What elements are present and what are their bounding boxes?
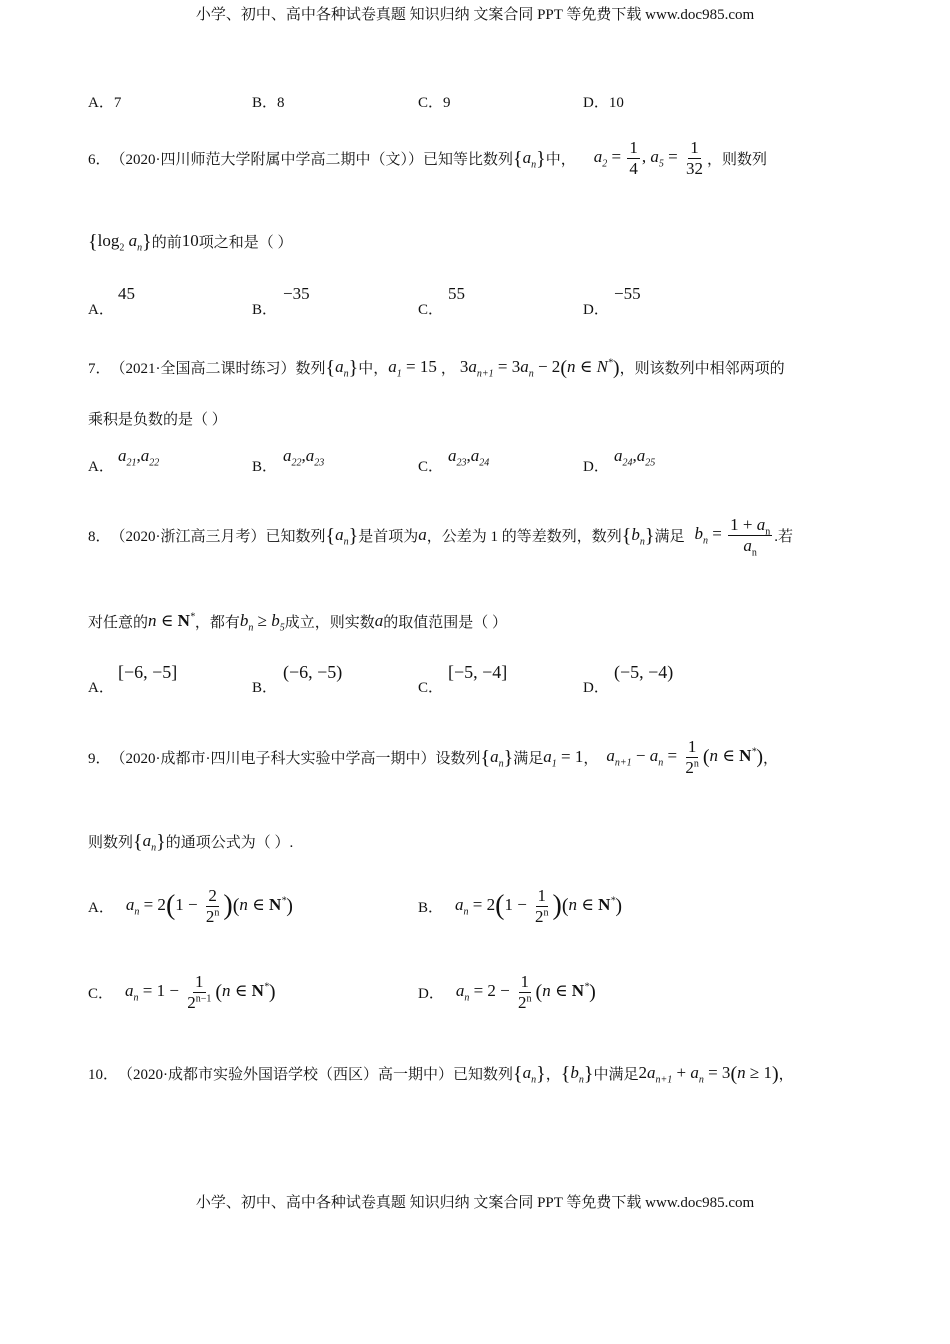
q7-number: 7． bbox=[88, 360, 111, 377]
page-header: 小学、初中、高中各种试卷真题 知识归纳 文案合同 PPT 等免费下载 www.doc985.com bbox=[195, 7, 755, 23]
q9-stem-part2: 满足 bbox=[513, 750, 544, 767]
q8-label-a: A． bbox=[88, 680, 114, 696]
q7-option-c: $a_{23},a_{24}$ bbox=[448, 446, 490, 469]
q7-seq-an: $\{a_n\}$ bbox=[325, 357, 359, 380]
q8-source: （2020·浙江高三月考） bbox=[110, 528, 266, 545]
q10-stem-part3: 中满足 bbox=[593, 1066, 639, 1083]
q10-stem-part4: ， bbox=[778, 1066, 794, 1083]
q8-stem-part6: 对任意的 bbox=[88, 614, 149, 631]
q9-stem-part6: 的通项公式为（ ）. bbox=[165, 834, 294, 851]
q8-option-a: [−6, −5] bbox=[118, 662, 178, 682]
q5-option-d: D．10 bbox=[583, 95, 624, 111]
q8-stem-line1 bbox=[88, 505, 793, 565]
q8-var-a2: a bbox=[374, 611, 384, 630]
q9-label-a: A． bbox=[88, 899, 114, 916]
q9-row-b bbox=[418, 876, 622, 936]
q6-stem-part4: 的前 bbox=[151, 234, 182, 251]
q9-option-a: $a_n = 2(1$ − $\frac{2}{2^n}$ )(n ∈ N*) bbox=[125, 885, 293, 926]
q6-label-b: B． bbox=[252, 302, 278, 318]
q6-seq-log: {$\log_2$ $a_n$} bbox=[88, 231, 152, 254]
q6-stem-part3: ，则数列 bbox=[706, 151, 767, 168]
q6-given-terms: $a_2$ = $\frac{1}{4}$ , $a_5$ = $\frac{1}{32}$ bbox=[593, 137, 703, 178]
q9-stem-part4: ， bbox=[763, 750, 779, 767]
q7-source: （2021·全国高二课时练习） bbox=[110, 360, 296, 377]
q8-stem-line2 bbox=[88, 606, 507, 636]
q10-stem-line1 bbox=[88, 1056, 794, 1090]
q9-label-d: D． bbox=[418, 985, 444, 1002]
q9-a1: $a_1 = 1$ bbox=[543, 747, 584, 770]
q9-row-c bbox=[88, 962, 276, 1022]
q8-option-b: (−6, −5) bbox=[283, 662, 343, 682]
q7-recurrence: $3a_{n+1} = 3a_n - 2(n$ ∈ N*) bbox=[459, 357, 620, 380]
q9-option-d: $a_n = 2$ − $\frac{1}{2^n}$ (n ∈ N*) bbox=[455, 971, 596, 1012]
q9-label-b: B． bbox=[418, 899, 444, 916]
q6-option-b: −35 bbox=[283, 284, 310, 303]
q6-option-d: −55 bbox=[614, 284, 641, 303]
q10-seq-bn: $\{b_n\}$ bbox=[560, 1063, 594, 1086]
q8-inequality: $b_n \ge b_5$ bbox=[239, 611, 285, 634]
q8-option-d: (−5, −4) bbox=[614, 662, 674, 682]
q9-option-b: $a_n = 2(1$ − $\frac{1}{2^n}$ )(n ∈ N*) bbox=[455, 885, 623, 926]
q9-source: （2020·成都市·四川电子科大实验中学高一期中） bbox=[110, 750, 436, 767]
q8-seq-bn: $\{b_n\}$ bbox=[621, 525, 655, 548]
q8-stem-part7: ，都有 bbox=[194, 614, 240, 631]
q9-stem-line1 bbox=[88, 727, 778, 787]
q8-stem-part5: .若 bbox=[774, 528, 793, 545]
q9-seq-an2: $\{a_n\}$ bbox=[133, 831, 166, 854]
q8-var-a: a bbox=[418, 525, 427, 544]
q6-label-a: A． bbox=[88, 302, 114, 318]
q9-stem-part5: 则数列 bbox=[88, 834, 134, 851]
q6-stem-part1: 已知等比数列 bbox=[423, 151, 514, 168]
q6-stem-part5: 项之和是（ ） bbox=[198, 234, 293, 251]
q8-label-c: C． bbox=[418, 680, 444, 696]
q9-seq-an: $\{a_n\}$ bbox=[480, 747, 514, 770]
q7-label-a: A． bbox=[88, 459, 114, 475]
q6-seq-an: $\{a_n\}$ bbox=[513, 148, 546, 171]
q8-stem-part2: 是首项为 bbox=[358, 528, 419, 545]
q7-stem-part2: 中， bbox=[358, 360, 389, 377]
q6-stem-line1 bbox=[88, 128, 767, 188]
q9-recurrence: $a_{n+1} - a_n$ = $\frac{1}{2^n}$ (n ∈ N*) bbox=[606, 736, 764, 777]
q10-stem-part2: ， bbox=[545, 1066, 561, 1083]
q9-option-c: $a_n = 1$ − $\frac{1}{2^{n-1}}$ (n ∈ N*) bbox=[125, 971, 276, 1012]
q8-n-in-n: n ∈ N* bbox=[148, 611, 195, 630]
q8-stem-part4: 满足 bbox=[654, 528, 685, 545]
q5-option-c: C．9 bbox=[418, 95, 451, 111]
q8-label-d: D． bbox=[583, 680, 609, 696]
q9-row-d bbox=[418, 962, 596, 1022]
q8-stem-part9: 的取值范围是（ ） bbox=[383, 614, 508, 631]
q9-stem-part3: ， bbox=[583, 750, 599, 767]
q9-number: 9． bbox=[88, 750, 111, 767]
q6-option-c: 55 bbox=[448, 284, 465, 303]
q5-option-a: A．7 bbox=[88, 95, 122, 111]
q6-stem-part2: 中， bbox=[545, 151, 576, 168]
q8-option-c: [−5, −4] bbox=[448, 662, 508, 682]
q7-stem-line1: 7． （2021·全国高二课时练习） 数列 $\{a_n\}$ 中， $a_1 = 15$ ， $3a_{n+1} = 3a_n - 2(n$ ∈ N*) ，则该数列中相邻两项的 bbox=[88, 357, 785, 380]
q6-ten: 10 bbox=[181, 231, 199, 250]
q7-a1: $a_1 = 15$ bbox=[388, 357, 437, 380]
q8-number: 8． bbox=[88, 528, 111, 545]
q5-option-b: B．8 bbox=[252, 95, 285, 111]
q8-stem-part3: ，公差为 1 的等差数列，数列 bbox=[426, 528, 622, 545]
q10-stem-part1: 已知数列 bbox=[453, 1066, 514, 1083]
q6-source: （2020·四川师范大学附属中学高二期中（文）） bbox=[110, 151, 424, 168]
q6-option-a: 45 bbox=[118, 284, 135, 303]
q7-label-c: C． bbox=[418, 459, 444, 475]
q10-recurrence: $2a_{n+1} + a_n = 3(n \ge 1)$ bbox=[638, 1063, 779, 1086]
q7-stem-part3: ，则该数列中相邻两项的 bbox=[619, 360, 785, 377]
q10-source: （2020·成都市实验外国语学校（西区）高一期中） bbox=[118, 1066, 454, 1083]
q9-stem-line2 bbox=[88, 823, 293, 859]
q7-option-d: $a_{24},a_{25}$ bbox=[614, 446, 656, 469]
q7-stem-part4: 乘积是负数的是（ ） bbox=[88, 412, 227, 428]
q9-row-ab bbox=[88, 876, 293, 936]
page-footer: 小学、初中、高中各种试卷真题 知识归纳 文案合同 PPT 等免费下载 www.doc985.com bbox=[195, 1195, 755, 1211]
q7-label-b: B． bbox=[252, 459, 278, 475]
q10-seq-an: $\{a_n\}$ bbox=[513, 1063, 546, 1086]
q8-label-b: B． bbox=[252, 680, 278, 696]
q6-number: 6． bbox=[88, 151, 111, 168]
q7-label-d: D． bbox=[583, 459, 609, 475]
q6-stem-line2 bbox=[88, 226, 292, 256]
q8-stem-part1: 已知数列 bbox=[265, 528, 326, 545]
q6-label-d: D． bbox=[583, 302, 609, 318]
q9-stem-part1: 设数列 bbox=[435, 750, 481, 767]
q8-stem-part8: 成立，则实数 bbox=[284, 614, 375, 631]
q7-option-b: $a_{22},a_{23}$ bbox=[283, 446, 325, 469]
q7-stem-part1: 数列 bbox=[295, 360, 326, 377]
q10-number: 10． bbox=[88, 1066, 119, 1083]
q8-bn-formula: $b_n$ = $\frac{1 + a_n}{a_n}$ bbox=[694, 514, 771, 558]
q7-option-a: $a_{21},a_{22}$ bbox=[118, 446, 160, 469]
q6-label-c: C． bbox=[418, 302, 444, 318]
q8-seq-an: $\{a_n\}$ bbox=[325, 525, 359, 548]
q9-label-c: C． bbox=[88, 985, 114, 1002]
